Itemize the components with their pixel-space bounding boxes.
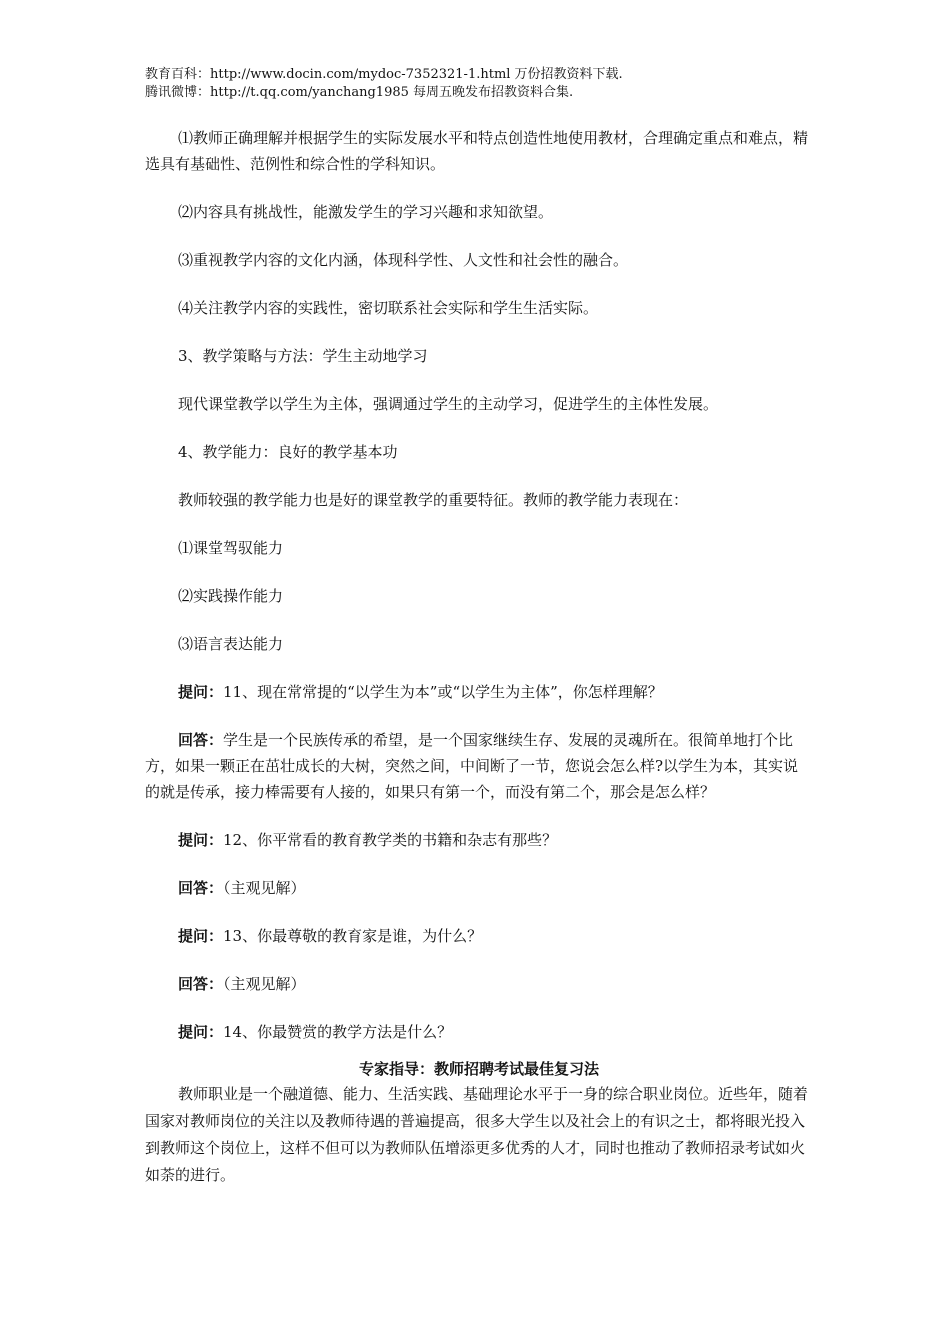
section-paragraph: 教师职业是一个融道德、能力、生活实践、基础理论水平于一身的综合职业岗位。近些年，随着国家对教师岗位的关注以及教师待遇的普遍提高，很多大学生以及社会上的有识之士，都将眼光投入到教师这个岗位上，这样不但可以为教师队伍增添更多优秀的人才，同时也推动了教师招录考试如火如荼的进行。 [145,1085,809,1184]
ability-item-3: ⑶语言表达能力 [178,635,284,653]
question-text: 14、你最赞赏的教学方法是什么？ [223,1023,453,1041]
question-text: 13、你最尊敬的教育家是谁，为什么？ [223,927,483,945]
answer-label: 回答： [178,879,224,897]
header-line-docin: 教育百科：http://www.docin.com/mydoc-7352321-1.html 万份招教资料下载. [145,67,623,82]
ability-item-2: ⑵实践操作能力 [178,587,284,605]
paragraph-item-2: ⑵内容具有挑战性，能激发学生的学习兴趣和求知欲望。 [178,203,554,221]
answer-13 [145,971,813,997]
answer-text: （主观见解） [223,879,306,897]
answer-label: 回答： [178,975,224,993]
answer-text: 学生是一个民族传承的希望，是一个国家继续生存、发展的灵魂所在。很简单地打个比方，如果一颗正在茁壮成长的大树，突然之间，中间断了一节，您说会怎么样?以学生为本，其实说的就是传承，接力棒需要有人接的，如果只有第一个，而没有第二个，那会是怎么样？ [145,731,799,801]
paragraph-ability: 教师较强的教学能力也是好的课堂教学的重要特征。教师的教学能力表现在： [178,491,689,509]
answer-label: 回答： [178,731,224,749]
question-text: 12、你平常看的教育教学类的书籍和杂志有那些？ [223,831,558,849]
answer-text: （主观见解） [223,975,306,993]
question-11 [145,679,813,705]
question-label: 提问： [178,831,224,849]
question-text: 11、现在常常提的“以学生为本”或“以学生为主体”，你怎样理解？ [223,683,663,701]
document-body [145,125,813,1189]
section-title: 专家指导：教师招聘考试最佳复习法 [358,1060,599,1078]
paragraph-item-1: ⑴教师正确理解并根据学生的实际发展水平和特点创造性地使用教材，合理确定重点和难点，精选具有基础性、范例性和综合性的学科知识。 [145,129,809,173]
paragraph-item-4: ⑷关注教学内容的实践性，密切联系社会实际和学生生活实际。 [178,299,599,317]
question-14 [145,1019,813,1045]
header-line-weibo: 腾讯微博：http://t.qq.com/yanchang1985 每周五晚发布招教资料合集. [145,85,574,100]
answer-12 [145,875,813,901]
heading-teaching-ability: 4、教学能力：良好的教学基本功 [178,443,398,461]
question-12 [145,827,813,853]
answer-11 [145,727,813,805]
question-label: 提问： [178,927,224,945]
question-label: 提问： [178,1023,224,1041]
page-header [145,66,825,102]
heading-teaching-strategy: 3、教学策略与方法：学生主动地学习 [178,347,428,365]
question-label: 提问： [178,683,224,701]
question-13 [145,923,813,949]
paragraph-item-3: ⑶重视教学内容的文化内涵，体现科学性、人文性和社会性的融合。 [178,251,629,269]
ability-item-1: ⑴课堂驾驭能力 [178,539,284,557]
paragraph-strategy: 现代课堂教学以学生为主体，强调通过学生的主动学习，促进学生的主体性发展。 [178,395,719,413]
